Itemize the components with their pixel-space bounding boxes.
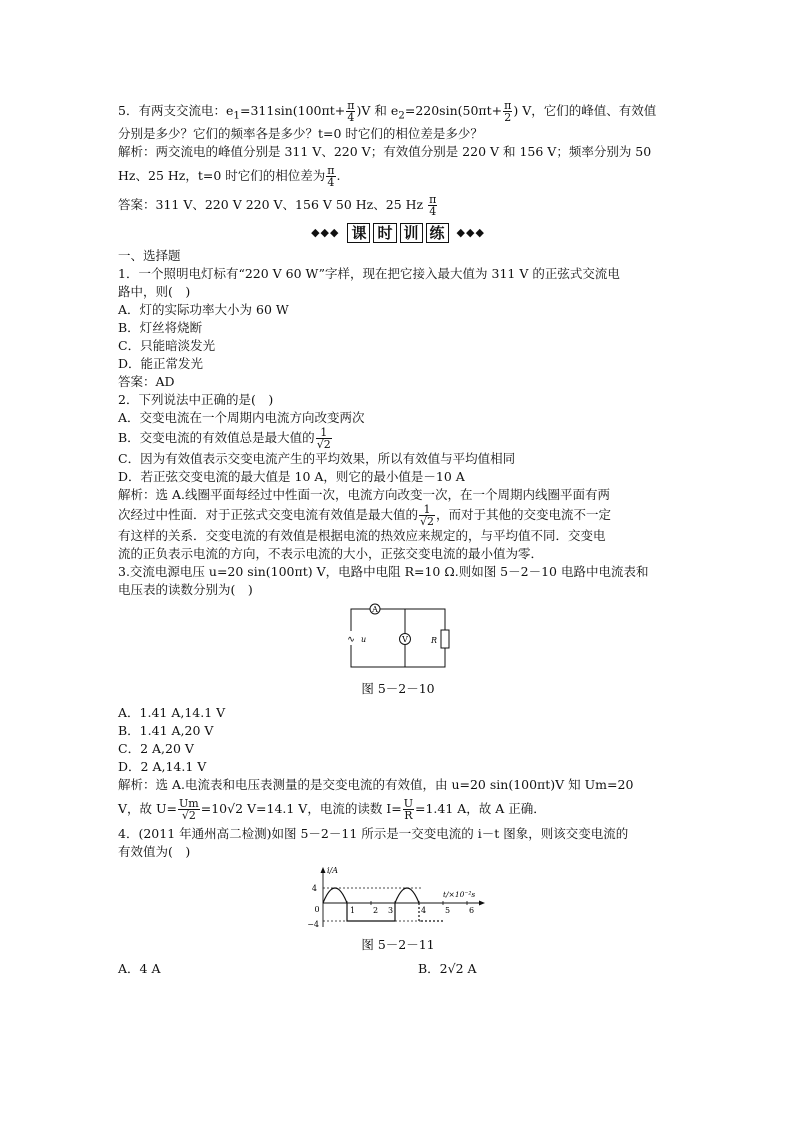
fraction: $\frac{Um}{√2}$ xyxy=(179,796,199,822)
document-page xyxy=(118,100,678,978)
q3-option-b: B．1.41 A,20 V xyxy=(118,722,214,738)
q5-text: ) V，它们的峰值、有效值 xyxy=(513,103,657,118)
q3-analysis-2: V，故 U= $\frac{Um}{√2}$ =10√2 V=14.1 V，电流的读数 I= $\frac{U}{R}$ =1.41 A，故 A 正确． xyxy=(118,796,546,822)
fraction: $\frac{\pi}{2}$ xyxy=(504,99,512,124)
q3-option-a: A．1.41 A,14.1 V xyxy=(118,704,226,720)
q2-stem: 2．下列说法中正确的是( ) xyxy=(118,391,274,407)
fraction: $\frac{\pi}{4}$ xyxy=(327,163,335,189)
y-axis-arrow xyxy=(321,867,326,873)
x-axis-arrow xyxy=(479,900,485,905)
q2-option-c: C．因为有效值表示交变电流产生的平均效果，所以有效值与平均值相同 xyxy=(118,450,516,466)
q2-option-a: A．交变电流在一个周期内电流方向改变两次 xyxy=(118,409,365,425)
q5-text: =311sin(100πt+ xyxy=(239,103,346,118)
q2-analysis-2: 次经过中性面．对于正弦式交变电流有效值是最大值的 $\frac{1}{√2}$ ，而对于其他的交变电流不一定 xyxy=(118,502,612,528)
banner-char: 训 xyxy=(400,223,423,243)
fraction: $\frac{1}{√2}$ xyxy=(316,425,331,451)
wave-hump-1 xyxy=(323,888,347,903)
section-banner xyxy=(118,223,678,243)
voltmeter-label: V xyxy=(402,634,408,644)
y-tick-pos: 4 xyxy=(311,883,317,893)
origin-label: 0 xyxy=(314,904,320,914)
q5-line1 xyxy=(118,100,678,125)
q5-sub: 2 xyxy=(398,109,405,122)
q2-option-d: D．若正弦交变电流的最大值是 10 A，则它的最小值是－10 A xyxy=(118,468,465,484)
q1-stem-1: 1．一个照明电灯标有“220 V 60 W”字样，现在把它接入最大值为 311 V 的正弦式交流电 xyxy=(118,265,620,281)
q5-answer: 答案：311 V、220 V 220 V、156 V 50 Hz、25 Hz $\frac{\pi}{4}$ xyxy=(118,192,437,218)
figure-caption: 图 5－2－10 xyxy=(361,680,435,696)
section-heading: 一、选择题 xyxy=(118,247,181,263)
q1-option-c: C．只能暗淡发光 xyxy=(118,337,216,353)
q1-option-b: B．灯丝将烧断 xyxy=(118,319,203,335)
fraction: $\frac{1}{√2}$ xyxy=(420,502,435,528)
x-tick-label-6: 6 xyxy=(469,905,475,915)
banner-char: 练 xyxy=(426,223,449,243)
q4-option-b: B．2√2 A xyxy=(418,960,477,976)
q1-option-d: D．能正常发光 xyxy=(118,355,204,371)
q4-stem-2: 有效值为( ) xyxy=(118,843,191,859)
x-tick-label-1: 1 xyxy=(350,905,356,915)
q5-analysis-1: 解析：两交流电的峰值分别是 311 V、220 V；有效值分别是 220 V 和 156 V；频率分别为 50 xyxy=(118,143,652,159)
resistor-label: R xyxy=(430,635,438,645)
q1-answer: 答案：AD xyxy=(118,373,175,389)
it-graph xyxy=(303,863,493,931)
ammeter-label: A xyxy=(372,604,378,614)
q4-options xyxy=(118,960,678,978)
banner-title xyxy=(347,223,448,243)
resistor-symbol xyxy=(441,630,449,648)
figure-caption: 图 5－2－11 xyxy=(361,936,435,952)
circuit-diagram xyxy=(343,603,453,675)
q5-text: )V 和 e xyxy=(356,103,399,118)
fraction: $\frac{\pi}{4}$ xyxy=(347,99,355,124)
q2-option-b: B．交变电流的有效值总是最大值的 $\frac{1}{√2}$ xyxy=(118,425,331,451)
x-axis-label: t/×10⁻²s xyxy=(443,889,476,899)
q1-option-a: A．灯的实际功率大小为 60 W xyxy=(118,301,289,317)
q5-sub: 1 xyxy=(233,109,240,122)
x-tick-label-5: 5 xyxy=(445,905,451,915)
x-tick-label-2: 2 xyxy=(373,905,379,915)
q3-option-d: D．2 A,14.1 V xyxy=(118,758,207,774)
q2-analysis-3: 有这样的关系．交变电流的有效值是根据电流的热效应来规定的，与平均值不同．交变电 xyxy=(118,527,606,543)
x-tick-label-4: 4 xyxy=(421,905,427,915)
y-axis-label: i/A xyxy=(327,865,339,875)
q3-analysis-1: 解析：选 A.电流表和电压表测量的是交变电流的有效值，由 u=20 sin(100πt)V 知 Um=20 xyxy=(118,776,634,792)
q3-option-c: C．2 A,20 V xyxy=(118,740,194,756)
q5-analysis-2: Hz、25 Hz，t=0 时它们的相位差为 $\frac{\pi}{4}$ . xyxy=(118,163,341,189)
it-graph-figure xyxy=(118,863,678,954)
x-tick-label-3: 3 xyxy=(388,905,394,915)
banner-char: 课 xyxy=(347,223,370,243)
q2-analysis-1: 解析：选 A.线圈平面每经过中性面一次，电流方向改变一次，在一个周期内线圈平面有两 xyxy=(118,486,610,502)
q4-option-a: A．4 A xyxy=(118,960,161,976)
banner-ornament-left: ◆◆◆ xyxy=(311,225,340,239)
circuit-figure xyxy=(118,603,678,698)
q3-stem-2: 电压表的读数分别为( ) xyxy=(118,581,253,597)
y-tick-neg: −4 xyxy=(307,919,319,929)
q5-line2: 分别是多少？它们的频率各是多少？t=0 时它们的相位差是多少？ xyxy=(118,125,483,141)
q1-stem-2: 路中，则( ) xyxy=(118,283,191,299)
ac-source-symbol: ∿ xyxy=(347,634,355,645)
q3-stem-1: 3.交流电源电压 u=20 sin(100πt) V，电路中电阻 R=10 Ω.则如图 5－2－10 电路中电流表和 xyxy=(118,563,649,579)
q5-text: 5．有两支交流电：e xyxy=(118,103,234,118)
fraction: $\frac{U}{R}$ xyxy=(403,796,413,822)
source-label: u xyxy=(361,634,367,644)
wave-hump-2 xyxy=(395,888,419,903)
fraction: $\frac{\pi}{4}$ xyxy=(429,192,437,218)
banner-ornament-right: ◆◆◆ xyxy=(456,225,485,239)
q4-stem-1: 4．(2011 年通州高二检测)如图 5－2－11 所示是一交变电流的 i－t 图象，则该交变电流的 xyxy=(118,825,629,841)
banner-char: 时 xyxy=(373,223,396,243)
q2-analysis-4: 流的正负表示电流的方向，不表示电流的大小，正弦交变电流的最小值为零． xyxy=(118,545,544,561)
q5-text: =220sin(50πt+ xyxy=(404,103,503,118)
